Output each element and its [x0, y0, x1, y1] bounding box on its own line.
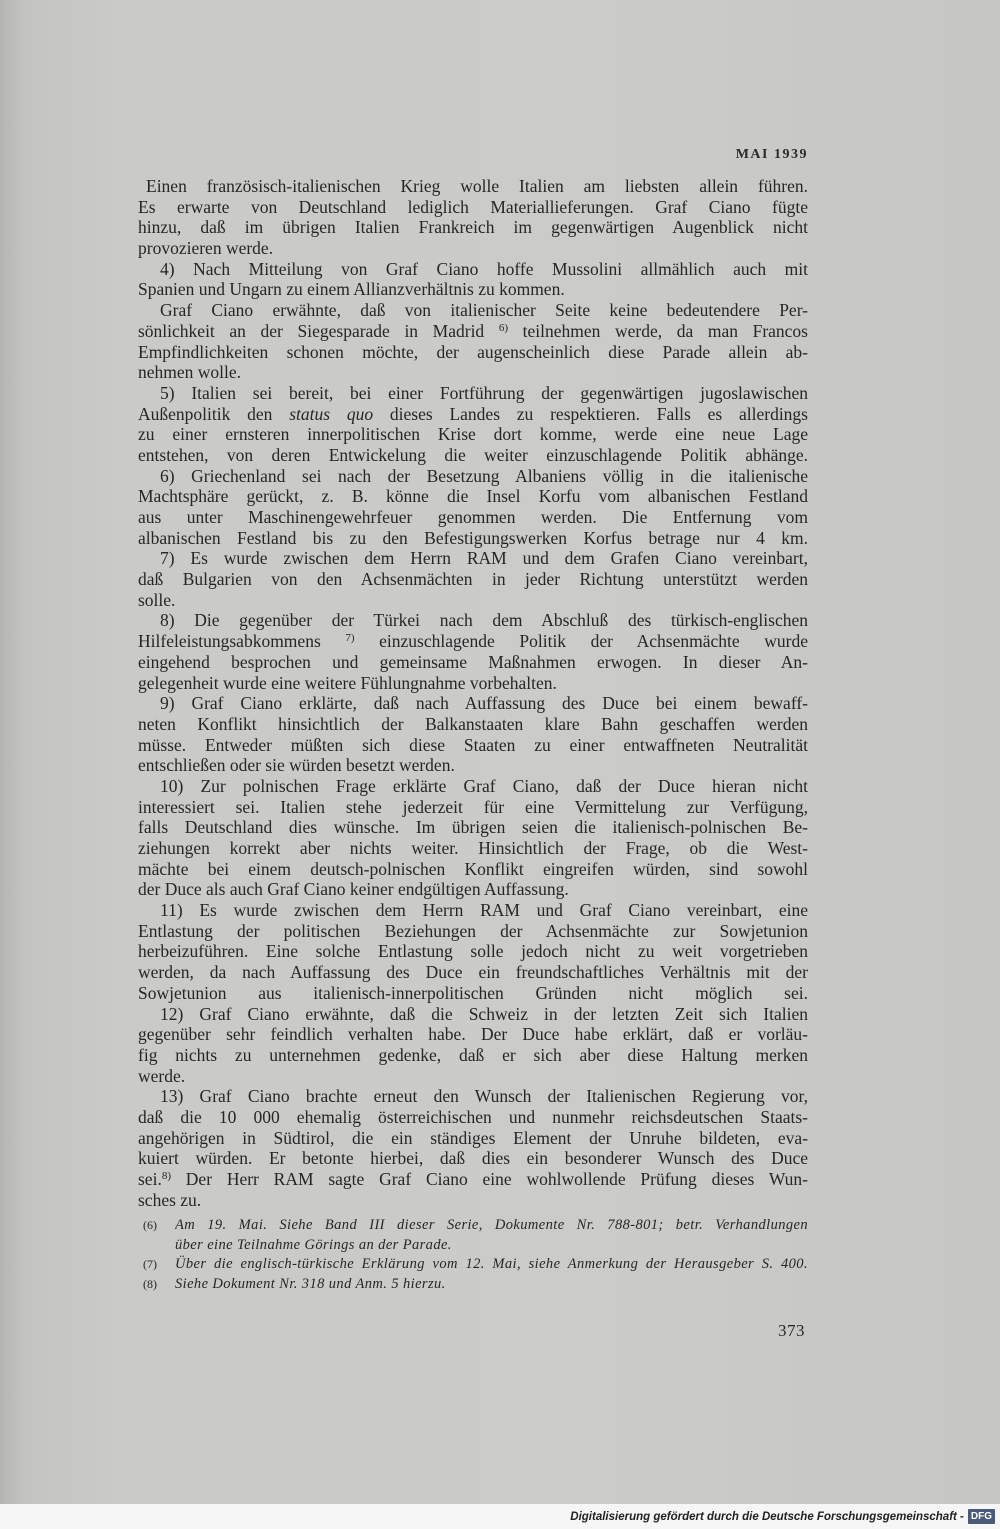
text-run: teilnehmen werde, da man Francos: [507, 320, 808, 341]
text-line: Entlastung der politischen Beziehungen der Achsenmächte zur Sowjetunion: [138, 920, 808, 941]
paragraph: [138, 383, 808, 466]
footnote-reference: 7): [345, 632, 355, 645]
text-run: dieses Landes zu respektieren. Falls es allerdings: [373, 403, 808, 424]
digitization-credit: [0, 1504, 1000, 1529]
text-line: 9) Graf Ciano erklärte, daß nach Auffassung des Duce bei einem bewaff-: [160, 693, 808, 714]
text-line: [138, 631, 808, 652]
text-line: herbeizuführen. Eine solche Entlastung solle jedoch nicht zu weit vorgetrieben: [138, 941, 808, 962]
footnote-text: [175, 1216, 808, 1255]
text-line: sches zu.: [138, 1189, 202, 1210]
text-line: [138, 321, 808, 342]
text-line: ziehungen korrekt aber nichts weiter. Hinsichtlich der Frage, ob die West-: [138, 838, 808, 858]
text-line: neten Konflikt hinsichtlich der Balkanstaaten klare Bahn geschaffen werden: [138, 713, 808, 734]
paragraph: [138, 300, 808, 383]
text-line: kuiert würden. Er betonte hierbei, daß dies ein besonderer Wunsch des Duce: [138, 1148, 808, 1169]
text-line: 11) Es wurde zwischen dem Herrn RAM und Graf Ciano vereinbart, eine: [160, 900, 808, 921]
text-line: 5) Italien sei bereit, bei einer Fortführung der gegenwärtigen jugoslawischen: [160, 382, 808, 403]
paragraph: [138, 900, 808, 1003]
footnote-marker: (8): [143, 1276, 157, 1291]
paragraph: [138, 693, 808, 776]
dfg-logo: DFG: [968, 1509, 995, 1524]
text-line: gegenüber sehr feindlich verhalten habe. Der Duce habe erklärt, daß er vorläu-: [138, 1024, 808, 1045]
italic-text: status quo: [289, 403, 374, 424]
footnote-text: [175, 1275, 808, 1295]
paragraph: [138, 176, 808, 259]
text-line: werden, da nach Auffassung des Duce ein freundschaftliches Verhältnis mit der: [138, 962, 808, 983]
body-text: [138, 176, 808, 1210]
text-line: daß die 10 000 ehemalig österreichischen und nunmehr reichsdeutschen Staats-: [138, 1106, 808, 1127]
text-line: fig nichts zu unternehmen gedenke, daß er sich aber diese Haltung merken: [138, 1044, 808, 1065]
footnote: [143, 1275, 808, 1295]
text-line: falls Deutschland dies wünsche. Im übrigen seien die italienisch-polnischen Be-: [138, 817, 808, 838]
footnote-line: über eine Teilnahme Görings an der Parade.: [175, 1236, 452, 1253]
paragraph: [138, 610, 808, 693]
text-line: Es erwarte von Deutschland lediglich Materiallieferungen. Graf Ciano fügte: [138, 196, 808, 217]
paragraph: [138, 776, 808, 900]
text-line: [138, 404, 808, 425]
text-line: [138, 1169, 808, 1190]
text-line: albanischen Festland bis zu den Befestigungswerken Korfus betrage nur 4 km.: [138, 527, 808, 548]
footnote: [143, 1216, 808, 1255]
paragraph: [138, 1086, 808, 1210]
text-line: Graf Ciano erwähnte, daß von italienischer Seite keine bedeutendere Per-: [160, 300, 808, 321]
footnote-line: Siehe Dokument Nr. 318 und Anm. 5 hierzu.: [175, 1275, 446, 1292]
text-line: Einen französisch-italienischen Krieg wolle Italien am liebsten allein führen.: [146, 176, 808, 196]
text-line: gelegenheit wurde eine weitere Fühlungnahme vorbehalten.: [138, 672, 557, 693]
text-line: 12) Graf Ciano erwähnte, daß die Schweiz in der letzten Zeit sich Italien: [160, 1003, 808, 1024]
text-run: Hilfeleistungsabkommens: [138, 631, 346, 652]
text-line: provozieren werde.: [138, 238, 274, 259]
text-line: 7) Es wurde zwischen dem Herrn RAM und dem Grafen Ciano vereinbart,: [160, 548, 808, 569]
text-run: Außenpolitik den: [138, 403, 290, 424]
footnote: [143, 1255, 808, 1275]
footnote-marker: (6): [143, 1218, 157, 1232]
footnote-line: Über die englisch-türkische Erklärung vom 12. Mai, siehe Anmerkung der Herausgeber S. 400.: [175, 1256, 808, 1272]
running-head: MAI 1939: [735, 147, 808, 162]
text-line: interessiert sei. Italien stehe jederzeit für eine Vermittelung zur Verfügung,: [138, 796, 808, 817]
text-line: nehmen wolle.: [138, 362, 242, 383]
text-line: eingehend besprochen und gemeinsame Maßnahmen erwogen. In dieser An-: [138, 651, 808, 672]
text-line: 8) Die gegenüber der Türkei nach dem Abschluß des türkisch-englischen: [160, 610, 808, 631]
text-run: sönlichkeit an der Siegesparade in Madrid: [138, 320, 499, 341]
text-line: 10) Zur polnischen Frage erklärte Graf Ciano, daß der Duce hieran nicht: [160, 775, 808, 796]
text-line: müsse. Entweder müßten sich diese Staaten zu einer entwaffneten Neutralität: [138, 734, 808, 755]
text-line: 13) Graf Ciano brachte erneut den Wunsch der Italienischen Regierung vor,: [160, 1086, 808, 1107]
text-line: Empfindlichkeiten schonen möchte, der augenscheinlich diese Parade allein ab-: [138, 341, 808, 362]
text-line: werde.: [138, 1065, 186, 1086]
paragraph: [138, 466, 808, 549]
text-line: daß Bulgarien von den Achsenmächten in jeder Richtung unterstützt werden: [138, 569, 808, 590]
paragraph: [138, 259, 808, 300]
text-line: mächte bei einem deutsch-polnischen Konflikt eingreifen würden, sind sowohl: [138, 858, 808, 879]
footnote-text: [175, 1255, 808, 1275]
paragraph: [138, 548, 808, 610]
text-line: Spanien und Ungarn zu einem Allianzverhältnis zu kommen.: [138, 279, 565, 300]
text-line: zu einer ernsteren innerpolitischen Krise dort komme, werde eine neue Lage: [138, 424, 808, 445]
page-number: 373: [778, 1321, 805, 1340]
paragraph: [138, 1004, 808, 1087]
footnotes: [143, 1216, 808, 1294]
text-line: der Duce als auch Graf Ciano keiner endgültigen Auffassung.: [138, 879, 569, 900]
footnote-line: Am 19. Mai. Siehe Band III dieser Serie, Dokumente Nr. 788-801; betr. Verhandlungen: [175, 1217, 808, 1233]
text-line: Sowjetunion aus italienisch-innerpolitischen Gründen nicht möglich sei.: [138, 982, 808, 1003]
footnote-marker: (7): [143, 1257, 157, 1271]
footnote-reference: 8): [161, 1170, 171, 1182]
text-line: angehörigen in Südtirol, die ein ständiges Element der Unruhe bildeten, eva-: [138, 1127, 808, 1148]
text-line: 4) Nach Mitteilung von Graf Ciano hoffe Mussolini allmählich auch mit: [160, 258, 808, 279]
text-run: einzuschlagende Politik der Achsenmächte wurde: [354, 631, 808, 652]
text-run: sei.: [138, 1169, 162, 1189]
text-line: aus unter Maschinengewehrfeuer genommen werden. Die Entfernung vom: [138, 507, 808, 527]
text-run: Der Herr RAM sagte Graf Ciano eine wohlwollende Prüfung dieses Wun-: [171, 1169, 808, 1189]
text-line: entstehen, von deren Entwickelung die weiter einzuschlagende Politik abhänge.: [138, 444, 808, 465]
text-line: solle.: [138, 589, 176, 610]
text-line: 6) Griechenland sei nach der Besetzung Albaniens völlig in die italienische: [160, 465, 808, 486]
text-line: Machtsphäre gerückt, z. B. könne die Insel Korfu vom albanischen Festland: [138, 486, 808, 507]
footnote-reference: 6): [498, 321, 508, 334]
credit-text: Digitalisierung gefördert durch die Deutsche Forschungsgemeinschaft -: [570, 1510, 964, 1523]
text-line: hinzu, daß im übrigen Italien Frankreich im gegenwärtigen Augenblick nicht: [138, 217, 808, 238]
text-line: entschließen oder sie würden besetzt werden.: [138, 755, 455, 776]
